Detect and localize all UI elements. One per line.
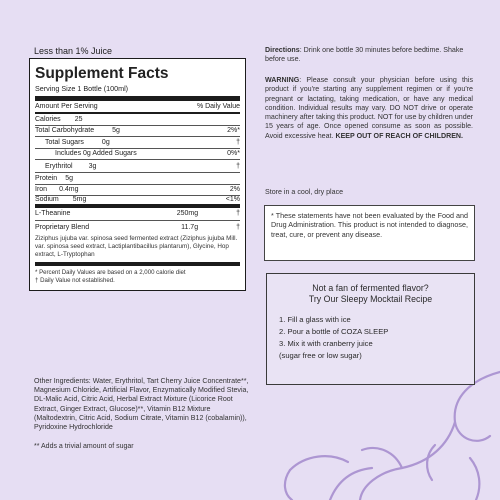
sugar-note: ** Adds a trivial amount of sugar	[34, 443, 134, 450]
facts-row-iron: Iron 0.4mg 2%	[35, 185, 240, 197]
supplement-facts-panel	[29, 58, 246, 291]
mocktail-step: 2. Pour a bottle of COZA SLEEP	[279, 327, 389, 336]
other-ingredients: Other Ingredients: Water, Erythritol, Tart Cherry Juice Concentrate**, Magnesium Chloride, Artificial Flavor, Enzymatically Modified Stevia, DL-Malic Acid, Citric Acid, Herbal Extract Mixture (Licorice Root Extract, Ginger Extract, Glucose)**, Vitamin B12 Mixture (Maltodextrin, Citric Acid, Sodium Citrate, Vitamin B12 (cobalamin)), Pyridoxine Hydrochloride	[34, 377, 249, 432]
facts-row-total-sugars: Total Sugars 0g †	[35, 137, 240, 149]
keep-out-of-reach: KEEP OUT OF REACH OF CHILDREN.	[335, 131, 464, 140]
footnote-not-established: † Daily Value not established.	[35, 276, 115, 284]
fda-disclaimer-box	[264, 205, 475, 261]
fda-statement: * These statements have not been evaluated by the Food and Drug Administration. This product is not intended to diagnose, treat, cure, or prevent any disease.	[271, 211, 468, 239]
mocktail-title: Try Our Sleepy Mocktail Recipe	[308, 294, 433, 304]
facts-row-sodium: Sodium 5mg <1%	[35, 196, 240, 208]
facts-row-added-sugars: Includes 0g Added Sugars 0%*	[35, 149, 240, 161]
facts-row-l-theanine: L-Theanine 250mg †	[35, 208, 240, 221]
warning-text: WARNING: Please consult your physician before using this product if you're starting any supplement regimen or if you're pregnant or lactating, taking medication, or have any medical condition. Individual results may vary. DO NOT drive or operate machinery after taking this product. NOT for use by children under 15 years of age. Once opened consume as soon as possible. Avoid excessive heat. KEEP OUT OF REACH OF CHILDREN.	[265, 76, 473, 140]
warning-label: WARNING	[265, 76, 300, 84]
mocktail-step-note: (sugar free or low sugar)	[279, 351, 362, 360]
serving-size: Serving Size 1 Bottle (100ml)	[35, 82, 240, 101]
amount-per-serving-label: Amount Per Serving	[35, 103, 98, 110]
facts-footnotes	[35, 266, 240, 285]
facts-row-protein: Protein 5g	[35, 173, 240, 185]
mocktail-step: 3. Mix it with cranberry juice	[279, 339, 373, 348]
footnote-daily-values: * Percent Daily Values are based on a 2,000 calorie diet	[35, 268, 186, 276]
facts-row-calories: Calories 25	[35, 114, 240, 126]
directions-label: Directions	[265, 46, 300, 54]
blend-description: Ziziphus jujuba var. spinosa seed fermented extract (Ziziphus jujuba Mill. var. spinosa seed extract, Lactiplantibacillus plantarum), Glycine, Hop extract, L-Tryptophan	[35, 234, 240, 266]
mocktail-steps	[279, 314, 462, 362]
facts-title: Supplement Facts	[35, 65, 169, 82]
directions-text: Directions: Drink one bottle 30 minutes before bedtime. Shake before use.	[265, 46, 464, 64]
storage-note: Store in a cool, dry place	[265, 188, 344, 196]
mocktail-step: 1. Fill a glass with ice	[279, 315, 351, 324]
mocktail-question: Not a fan of fermented flavor?	[312, 283, 429, 293]
facts-row-proprietary-blend: Proprietary Blend 11.7g †	[35, 223, 240, 231]
facts-row-total-carbohydrate: Total Carbohydrate 5g 2%*	[35, 126, 240, 138]
daily-value-label: % Daily Value	[196, 103, 240, 110]
juice-note: Less than 1% Juice	[34, 46, 113, 56]
facts-row-erythritol: Erythritol 3g †	[35, 160, 240, 173]
mocktail-recipe-box	[266, 273, 475, 385]
facts-header-row	[35, 101, 240, 114]
